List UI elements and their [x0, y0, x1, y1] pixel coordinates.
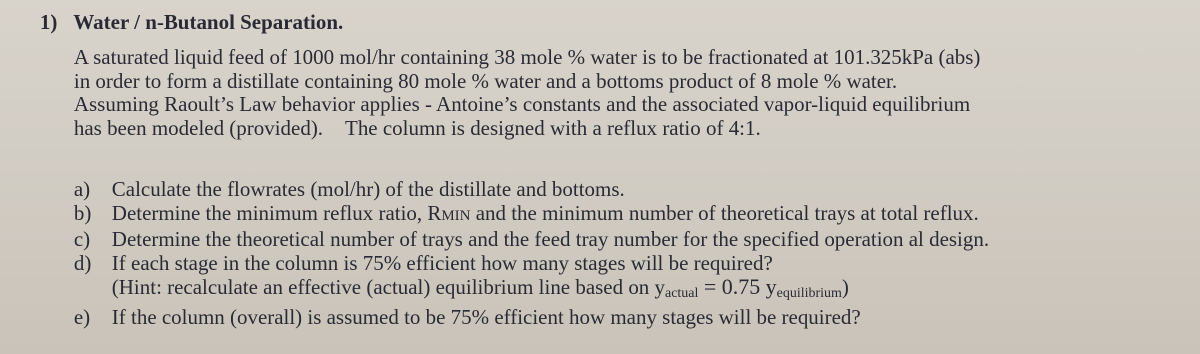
question-c-letter: c)	[73, 227, 91, 251]
question-a	[74, 178, 1192, 202]
question-b-text-post: and the minimum number of theoretical trays at total reflux.	[470, 200, 979, 225]
statement-line-2: in order to form a distillate containing 80 mole % water and a bottoms product of 8 mole % water.	[73, 68, 898, 93]
hint-sub-actual: actual	[665, 286, 699, 301]
question-list	[74, 178, 1192, 329]
question-c	[74, 228, 1192, 252]
question-c-text: Determine the theoretical number of trays and the feed tray number for the specified operation al design.	[111, 227, 990, 251]
problem-title: Water / n-Butanol Separation.	[73, 10, 344, 34]
question-d-letter: d)	[73, 250, 92, 275]
question-a-letter: a)	[73, 177, 91, 201]
question-e-text: If the column (overall) is assumed to be 75% efficient how many stages will be required?	[111, 304, 861, 329]
hint-text-pre: (Hint: recalculate an effective (actual) equilibrium line based on y	[111, 275, 666, 299]
statement-line-3: Assuming Raoult’s Law behavior applies - Antoine’s constants and the associated vapor-liquid equilibrium	[73, 92, 971, 116]
question-d	[74, 252, 1192, 276]
question-b	[74, 202, 1192, 229]
statement-line-1: A saturated liquid feed of 1000 mol/hr containing 38 mole % water is to be fractionated at 101.325kPa (abs)	[73, 45, 981, 69]
question-d-hint	[74, 275, 1192, 306]
statement-line-4-part2: The column is designed with a reflux ratio of 4:1.	[345, 115, 761, 140]
problem-number: 1)	[39, 10, 58, 34]
statement-line-4-part1: has been modeled (provided).	[73, 115, 324, 140]
question-b-rmin-sub: MIN	[441, 207, 471, 224]
problem-heading	[40, 10, 343, 35]
question-b-letter: b)	[73, 200, 92, 225]
hint-text-mid: = 0.75 y	[698, 274, 777, 299]
question-d-text: If each stage in the column is 75% efficient how many stages will be required?	[111, 250, 773, 275]
question-e	[74, 306, 1192, 330]
hint-text-post: )	[841, 275, 849, 299]
question-e-letter: e)	[73, 304, 91, 329]
question-b-text-pre: Determine the minimum reflux ratio, R	[111, 200, 442, 225]
hint-sub-equilibrium: equilibrium	[776, 286, 842, 301]
statement-line-4	[74, 117, 1182, 141]
problem-statement	[74, 46, 1182, 140]
question-a-text: Calculate the flowrates (mol/hr) of the distillate and bottoms.	[111, 177, 625, 201]
